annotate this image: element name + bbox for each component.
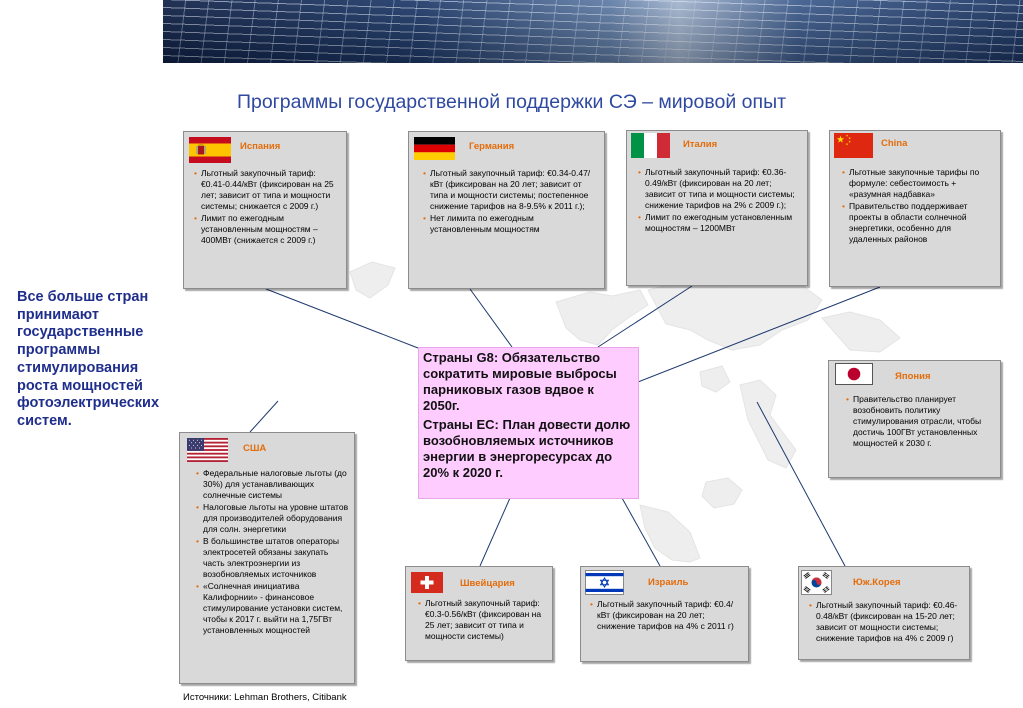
bullet-list — [203, 468, 351, 637]
connector-line-italy — [598, 286, 692, 347]
bullet-list — [425, 598, 549, 643]
country-card-spain — [183, 131, 347, 289]
country-name: Израиль — [648, 577, 689, 588]
lead-statement-line: стимулирования — [17, 359, 139, 376]
country-name: Япония — [895, 371, 931, 382]
connector-line-switzerland — [480, 498, 510, 566]
g8-commitment — [423, 350, 634, 414]
country-name: China — [881, 138, 908, 149]
bullet-list — [597, 599, 739, 633]
usa-flag-icon — [187, 438, 228, 462]
bullet-list — [853, 394, 995, 450]
eu-commitment-line: 20% к 2020 г. — [423, 465, 504, 480]
spain-flag-icon — [189, 137, 231, 163]
country-card-israel — [580, 566, 749, 662]
country-name: Германия — [469, 141, 515, 152]
connector-line-usa — [250, 401, 278, 432]
eu-commitment-line: возобновляемых источников — [423, 433, 614, 448]
connector-line-spain — [266, 289, 418, 348]
country-card-south-korea — [798, 566, 970, 660]
bullet-list — [645, 167, 799, 235]
country-card-china — [829, 130, 1001, 287]
country-card-switzerland — [405, 566, 553, 661]
country-name: Испания — [240, 141, 281, 152]
g8-commitment-line: парниковых газов вдвое к — [423, 382, 594, 397]
policy-bullet: • Лимит по ежегодным установленным мощностям – 1200МВт — [645, 212, 799, 234]
germany-flag-icon — [414, 137, 455, 160]
china-flag-icon — [834, 133, 873, 158]
country-card-japan — [828, 360, 1001, 478]
g8-commitment-line: Страны G8: Обязательство — [423, 350, 601, 365]
g8-commitment-line: 2050г. — [423, 398, 460, 413]
policy-bullet: • Льготный закупочный тариф: €0.46-0.48/кВт (фиксирован на 15-20 лет; зависит от мощности системы; снижение тарифов на 4% с 2009 г) — [816, 600, 964, 644]
lead-statement-line: программы — [17, 342, 101, 359]
eu-commitment-line: энергии в энергоресурсах до — [423, 449, 613, 464]
lead-statement-line: принимают — [17, 306, 99, 323]
israel-flag-icon — [585, 570, 624, 595]
policy-bullet: • Нет лимита по ежегодным установленным мощностям — [430, 213, 596, 235]
bullet-list — [849, 167, 995, 246]
country-card-germany — [408, 131, 605, 289]
policy-bullet: • Льготный закупочный тариф: €0.41-0.44/кВт (фиксирован на 25 лет; зависит от типа и мощности системы; снижается с 2009 г.) — [201, 168, 341, 212]
south-korea-flag-icon — [801, 570, 832, 595]
country-name: Италия — [683, 139, 718, 150]
lead-statement-line: государственные — [17, 324, 144, 341]
bullet-list — [201, 168, 341, 247]
policy-bullet: • Льготный закупочный тариф: €0.34-0.47/кВт (фиксирован на 20 лет; зависит от типа и мощности системы; постепенное снижение тарифов на 8-9.5% к 2011 г.); — [430, 168, 596, 212]
g8-commitment-line: сократить мировые выбросы — [423, 366, 617, 381]
policy-bullet: • Правительство поддерживает проекты в области солнечной энергетики, особенно для удаленных районов — [849, 201, 995, 245]
country-card-usa — [179, 432, 355, 684]
source-note: Источники: Lehman Brothers, Citibank — [183, 692, 347, 703]
bullet-list — [430, 168, 596, 236]
policy-bullet: • Лимит по ежегодным установленным мощностям – 400МВт (снижается с 2009 г.) — [201, 213, 341, 246]
lead-statement-line: Все больше стран — [17, 289, 149, 305]
policy-bullet: • «Солнечная инициатива Калифорнии» - финансовое стимулирование установки систем, чтобы к 2017 г. выйти на 1,75ГВт установленных мощностей — [203, 581, 351, 636]
page-title: Программы государственной поддержки СЭ – мировой опыт — [236, 91, 787, 113]
policy-bullet: • Льготный закупочный тариф: €0.36-0.49/кВт (фиксирован на 20 лет; зависит от типа и мощности системы; снижение тарифов на 2% с 2009 г.); — [645, 167, 799, 211]
policy-bullet: • Правительство планирует возобновить политику стимулирования отрасли, чтобы достичь 100ГВт установленных мощностей к 2030 г. — [853, 394, 995, 449]
policy-bullet: • Льготный закупочный тариф: €0.4/кВт (фиксирован на 20 лет; снижение тарифов на 4% с 2011 г) — [597, 599, 739, 632]
policy-bullet: • Федеральные налоговые льготы (до 30%) для устанавливающих солнечные системы — [203, 468, 351, 501]
lead-statement-line: систем. — [17, 412, 72, 429]
eu-commitment-line: Страны ЕС: План довести долю — [423, 417, 631, 432]
central-commitments-box — [418, 347, 639, 499]
switzerland-flag-icon — [411, 572, 443, 593]
connector-line-israel — [622, 498, 660, 566]
country-name: Швейцария — [460, 578, 515, 589]
lead-statement-line: роста мощностей — [17, 377, 143, 394]
japan-flag-icon — [835, 363, 873, 385]
bullet-list — [816, 600, 964, 645]
connector-line-germany — [470, 289, 512, 347]
policy-bullet: • Льготный закупочный тариф: €0.3-0.56/кВт (фиксирован на 25 лет; зависит от типа и мощности системы) — [425, 598, 549, 642]
country-name: Юж.Корея — [853, 577, 901, 588]
policy-bullet: • Налоговые льготы на уровне штатов для производителей оборудования для солн. энергетики — [203, 502, 351, 535]
italy-flag-icon — [631, 133, 670, 158]
country-card-italy — [626, 130, 808, 286]
policy-bullet: • Льготные закупочные тарифы по формуле: себестоимость + «разумная надбавка» — [849, 167, 995, 200]
eu-commitment — [423, 417, 634, 481]
policy-bullet: • В большинстве штатов операторы электросетей обязаны закупать часть электроэнергии из возобновляемых источников — [203, 536, 351, 580]
lead-statement-line: фотоэлектрических — [17, 395, 160, 412]
country-name: США — [243, 443, 267, 454]
lead-statement — [17, 289, 159, 431]
